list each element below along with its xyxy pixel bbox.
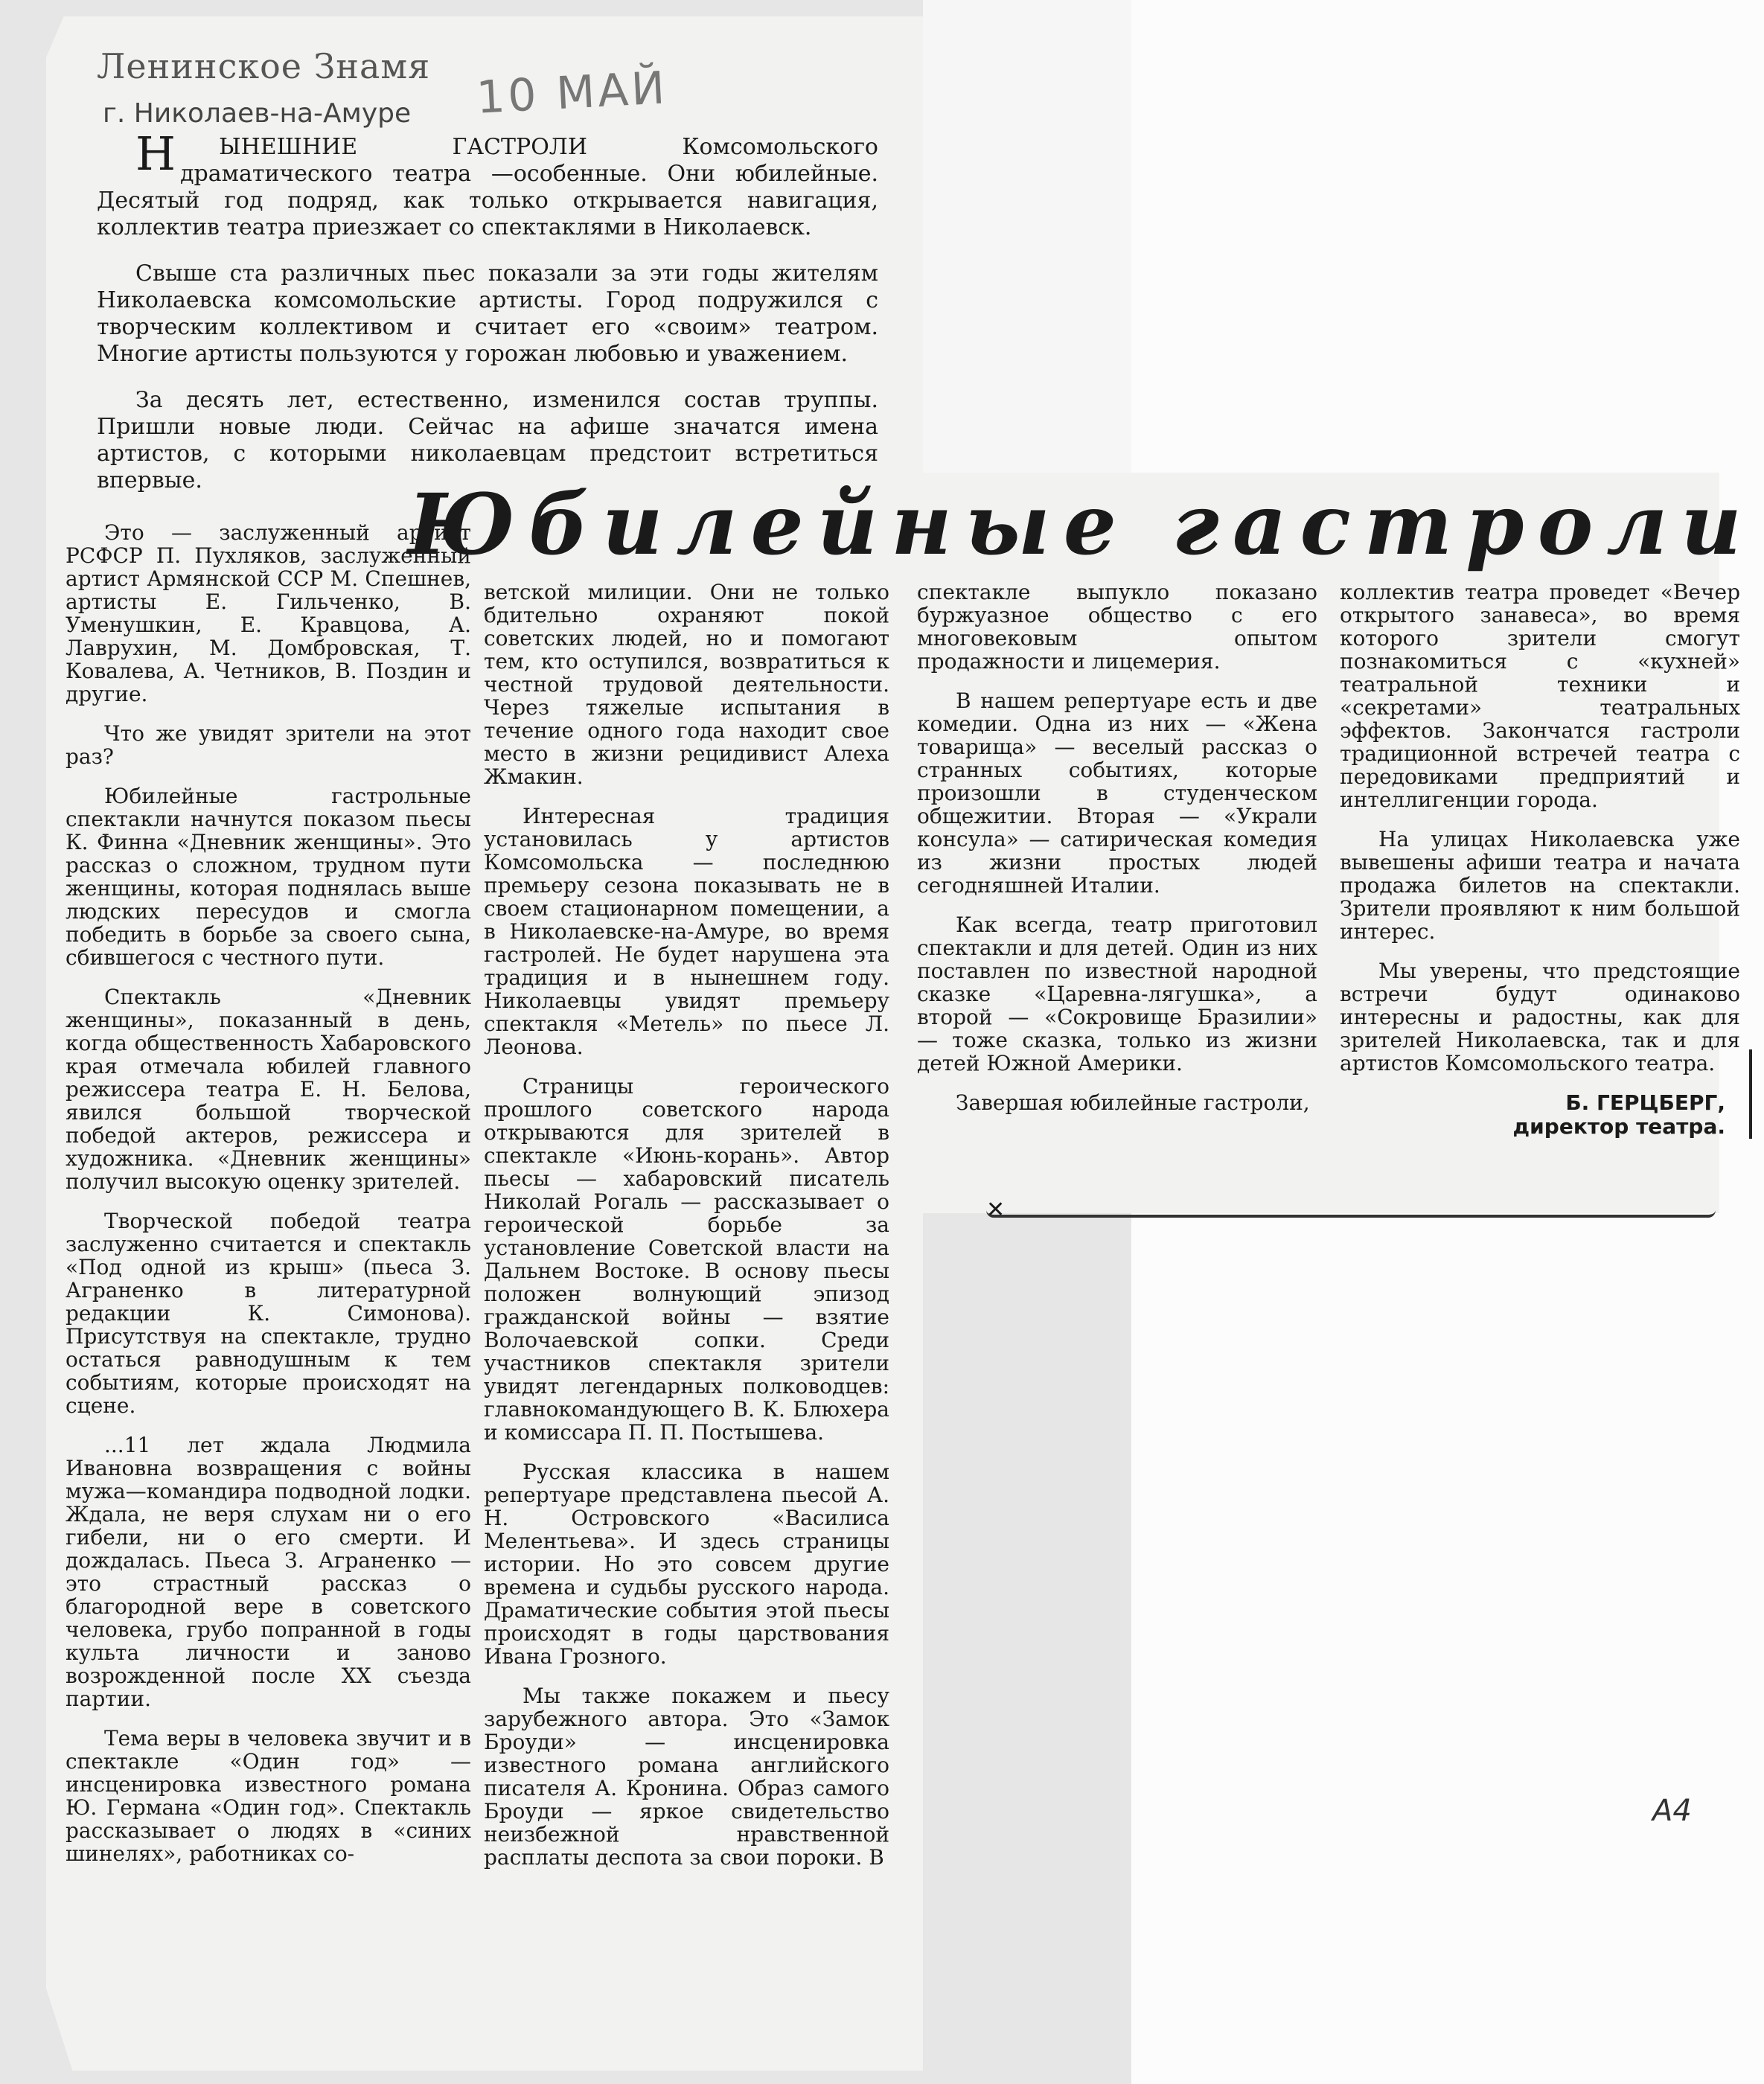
scan-edge-mark bbox=[1749, 1049, 1752, 1139]
column-paragraph: Тема веры в человека звучит и в спектакле «Один год» — инсценировка известного романа Ю. Германа «Один год». Спектакль рассказывает о людях в «синих шинелях», работниках со- bbox=[65, 1726, 471, 1866]
column-paragraph: В нашем репертуаре есть и две комедии. Одна из них — «Жена товарища» — веселый рассказ о странных событиях, которые произошли в студенческом общежитии. Вторая — «Украли консула» — сатирическая комедия из жизни простых людей сегодняшней Италии. bbox=[917, 688, 1317, 898]
column-paragraph: Мы уверены, что предстоящие встречи будут одинаково интересны и радостны, как для зрителей Николаевска, так и для артистов Комсомольского театра. bbox=[1340, 959, 1740, 1075]
lead-paragraph: Свыше ста различных пьес показали за эти годы жителям Николаевска комсомольские артисты. Город подружился с творческим коллективом и считает его «своим» театром. Многие артисты пользуются у горожан любовью и уважением. bbox=[97, 260, 878, 367]
column-paragraph: коллектив театра проведет «Вечер открытого занавеса», во время которого зрители смогут познакомиться с «кухней» театральной техники и «секретами» театральных эффектов. Закончатся гастроли традиционной встречей театра с передовиками предприятий и интеллигенции города. bbox=[1340, 580, 1740, 812]
column-paragraph: Завершая юбилейные гастроли, bbox=[956, 1090, 1310, 1115]
column-paragraph: ...11 лет ждала Людмила Ивановна возвращения с войны мужа—командира подводной лодки. Ждала, не веря слухам ни о его гибели, ни о его смерти. И дождалась. Пьеса З. Аграненко — это страстный рассказ о благородной вере в советского человека, грубо попранной в годы культа личности и заново возрожденной после XX съезда партии. bbox=[65, 1433, 471, 1711]
article-column-1 bbox=[65, 521, 471, 1882]
article-column-3 bbox=[917, 581, 1317, 1131]
article-column-4 bbox=[1340, 581, 1740, 1139]
scan-background-top bbox=[923, 0, 1131, 476]
article-headline: Юбилейные гастроли bbox=[408, 476, 1755, 574]
column-paragraph: Творческой победой театра заслуженно считается и спектакль «Под одной из крыш» (пьеса З. Аграненко в литературной редакции К. Симонова). Присутствуя на спектакле, трудно остаться равнодушным к тем событиям, которые происходят на сцене. bbox=[65, 1209, 471, 1418]
lead-paragraph: За десять лет, естественно, изменился состав труппы. Пришли новые люди. Сейчас на афише значатся имена артистов, с которыми николаевцам предстоит встретиться впервые. bbox=[97, 387, 878, 493]
column-paragraph: Страницы героического прошлого советского народа открываются для зрителей в спектакле «Июнь-корань». Автор пьесы — хабаровский писатель Николай Рогаль — рассказывает о героической борьбе за установление Советской власти на Дальнем Востоке. В основу пьесы положен волнующий эпизод гражданской войны — взятие Волочаевской сопки. Среди участников спектакля зрители увидят легендарных полководцев: главнокомандующего В. К. Блюхера и комиссара П. П. Постышева. bbox=[484, 1074, 889, 1445]
column-paragraph: ветской милиции. Они не только бдительно охраняют покой советских людей, но и помогают тем, кто оступился, возвратиться к честной трудовой деятельности. Через тяжелые испытания в течение одного года находит свое место в жизни рецидивист Алеха Жмакин. bbox=[484, 580, 889, 789]
column-paragraph: Интересная традиция установилась у артистов Комсомольска — последнюю премьеру сезона показывать не в своем стационарном помещении, а в Николаевске-на-Амуре, во время гастролей. Не будет нарушена эта традиция и в нынешнем году. Николаевцы увидят премьеру спектакля «Метель» по пьесе Л. Леонова. bbox=[484, 804, 889, 1059]
column-paragraph: спектакле выпукло показано буржуазное общество с его многовековым опытом продажности и лицемерия. bbox=[917, 580, 1317, 674]
end-mark-icon: ✕ bbox=[986, 1197, 1006, 1223]
article-lead bbox=[97, 127, 878, 514]
date-stamp: 10 МАЙ bbox=[475, 62, 669, 124]
column-paragraph: Что же увидят зрители на этот раз? bbox=[65, 721, 471, 769]
column-paragraph: Это — заслуженный артист РСФСР П. Пухляков, заслуженный артист Армянской ССР М. Спешнев, артисты Е. Гильченко, В. Уменушкин, Е. Кравцова, А. Лаврухин, М. Домбровская, Т. Ковалева, А. Четников, В. Поздин и другие. bbox=[65, 520, 471, 706]
page-number: А4 bbox=[1652, 1794, 1692, 1828]
column-paragraph: На улицах Николаевска уже вывешены афиши театра и начата продажа билетов на спектакли. Зрители проявляют к ним большой интерес. bbox=[1340, 827, 1740, 944]
column-paragraph: Спектакль «Дневник женщины», показанный в день, когда общественность Хабаровского края отмечала юбилей главного режиссера театра Е. Н. Белова, явился большой творческой победой актеров, режиссера и художника. «Дневник женщины» получил высокую оценку зрителей. bbox=[65, 985, 471, 1194]
column-paragraph: Юбилейные гастрольные спектакли начнутся показом пьесы К. Финна «Дневник женщины». Это рассказ о сложном, трудном пути женщины, которая поднялась выше людских пересудов и смогла победить в борьбе за своего сына, сбившегося с честного пути. bbox=[65, 784, 471, 970]
column-paragraph: Мы также покажем и пьесу зарубежного автора. Это «Замок Броуди» — инсценировка известного романа английского писателя А. Кронина. Образ самого Броуди — яркое свидетельство неизбежной нравственной расплаты деспота за свои пороки. В bbox=[484, 1684, 889, 1870]
lead-paragraph: НЫНЕШНИЕ ГАСТРОЛИ Комсомольского драматического театра —особенные. Они юбилейные. Десятый год подряд, как только открывается навигация, коллектив театра приезжает со спектаклями в Николаевск. bbox=[97, 127, 878, 240]
newspaper-city: г. Николаев-на-Амуре bbox=[103, 98, 412, 129]
author-title: директор театра. bbox=[1512, 1114, 1725, 1139]
column-paragraph: Как всегда, театр приготовил спектакли и для детей. Один из них поставлен по известной народной сказке «Царевна-лягушка», а второй — «Сокровище Бразилии» — тоже сказка, только из жизни детей Южной Америки. bbox=[917, 912, 1317, 1075]
newspaper-title: Ленинское Знамя bbox=[97, 46, 431, 86]
article-end-rule bbox=[986, 1204, 1716, 1218]
article-column-2 bbox=[484, 581, 889, 1885]
author-name: Б. ГЕРЦБЕРГ, bbox=[1565, 1090, 1725, 1115]
column-paragraph: Русская классика в нашем репертуаре представлена пьесой А. Н. Островского «Василиса Мелентьева». И здесь страницы истории. Но это совсем другие времена и судьбы русского народа. Драматические события этой пьесы происходят в годы царствования Ивана Грозного. bbox=[484, 1460, 889, 1669]
